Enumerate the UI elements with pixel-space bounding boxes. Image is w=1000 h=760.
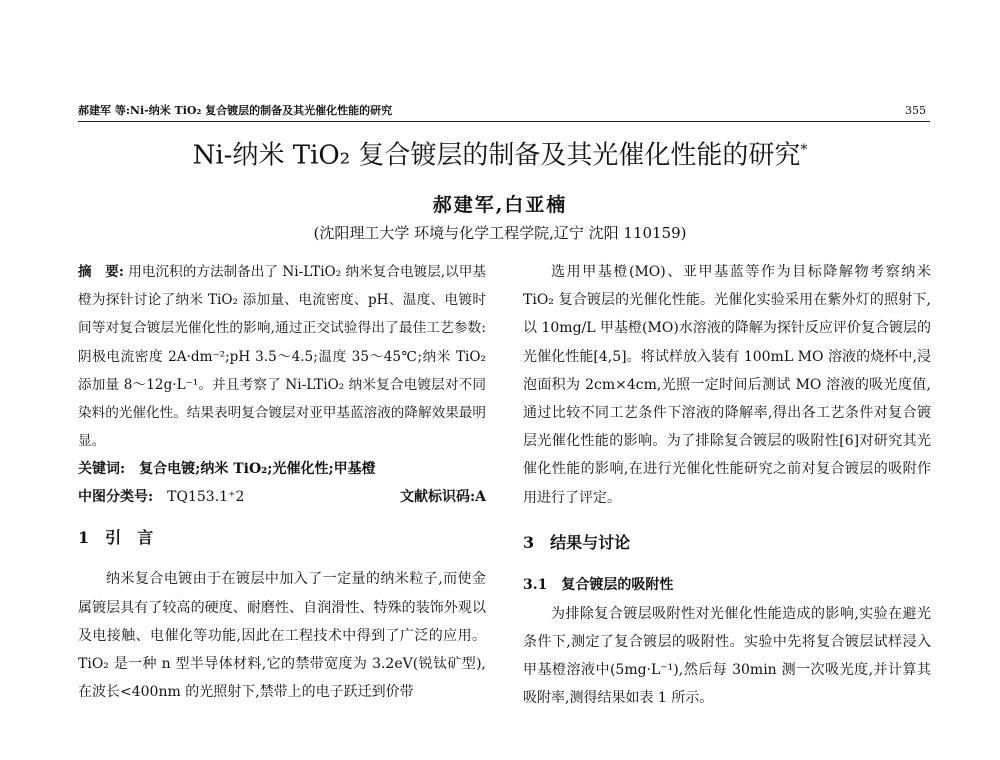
keywords-text: 复合电镀;纳米 TiO₂;光催化性;甲基橙 xyxy=(139,461,376,478)
document-code xyxy=(400,483,486,511)
abstract xyxy=(78,258,486,455)
keywords-label: 关键词: xyxy=(78,461,126,478)
classification xyxy=(78,483,486,511)
section-3-1-paragraph: 为排除复合镀层吸附性对光催化性能造成的影响,实验在避光条件下,测定了复合镀层的吸附性。实验中先将复合镀层试样浸入甲基橙溶液中(5mg·L⁻¹),然后每 30min 测一次吸光度,并计算其吸附率,测得结果如表 1 所示。 xyxy=(523,605,931,707)
paper-title xyxy=(0,133,1000,173)
authors: 郝建军,白亚楠 xyxy=(432,194,568,216)
methods-paragraph: 选用甲基橙(MO)、亚甲基蓝等作为目标降解物考察纳米 TiO₂ 复合镀层的光催化性能。光催化实验采用在紫外灯的照射下,以 10mg/L 甲基橙(MO)水溶液的降解为探针反应评价复合镀层的光催化性能[4,5]。将试样放入装有 100mL MO 溶液的烧杯中,浸泡面积为 2cm×4cm,光照一定时间后测试 MO 溶液的吸光度值,通过比较不同工艺条件下溶液的降解率,得出各工艺条件对复合镀层光催化性能的影响。为了排除复合镀层的吸附性[6]对研究其光催化性能的影响,在进行光催化性能研究之前对复合镀层的吸附作用进行了评定。 xyxy=(523,264,931,506)
section-3-1-heading: 3.1 复合镀层的吸附性 xyxy=(523,576,674,593)
running-header xyxy=(78,103,930,122)
document-code-label: 文献标识码: xyxy=(399,489,476,506)
running-title: 郝建军 等:Ni-纳米 TiO₂ 复合镀层的制备及其光催化性能的研究 xyxy=(78,104,393,117)
keywords xyxy=(78,455,486,483)
affiliation: (沈阳理工大学 环境与化学工程学院,辽宁 沈阳 110159) xyxy=(313,224,687,242)
classification-label: 中图分类号: xyxy=(78,489,154,506)
section-1-paragraph: 纳米复合电镀由于在镀层中加入了一定量的纳米粒子,而使金属镀层具有了较高的硬度、耐磨性、自润滑性、特殊的装饰外观以及电接触、电催化等功能,因此在工程技术中得到了广泛的应用。TiO₂ 是一种 n 型半导体材料,它的禁带宽度为 3.2eV(锐钛矿型),在波长<400nm 的光照射下,禁带上的电子跃迁到价带 xyxy=(78,571,486,701)
section-1-heading: 1 引 言 xyxy=(78,528,154,548)
abstract-text: 用电沉积的方法制备出了 Ni-LTiO₂ 纳米复合电镀层,以甲基橙为探针讨论了纳米 TiO₂ 添加量、电流密度、pH、温度、电镀时间等对复合镀层光催化性的影响,通过正交试验得出了最佳工艺参数:阴极电流密度 2A·dm⁻²;pH 3.5～4.5;温度 35～45℃;纳米 TiO₂ 添加量 8～12g·L⁻¹。并且考察了 Ni-LTiO₂ 纳米复合电镀层对不同染料的光催化性。结果表明复合镀层对亚甲基蓝溶液的降解效果最明显。 xyxy=(78,264,486,450)
title-footnote-mark: * xyxy=(800,142,808,158)
left-column xyxy=(78,258,486,706)
abstract-label: 摘 要: xyxy=(78,264,124,280)
document-code-value: A xyxy=(475,489,486,506)
page-number: 355 xyxy=(905,104,926,117)
section-3-heading: 3 结果与讨论 xyxy=(523,532,631,552)
paper-title-text: Ni-纳米 TiO₂ 复合镀层的制备及其光催化性能的研究 xyxy=(192,140,801,171)
right-column xyxy=(523,258,931,713)
classification-value: TQ153.1⁺2 xyxy=(167,489,245,506)
